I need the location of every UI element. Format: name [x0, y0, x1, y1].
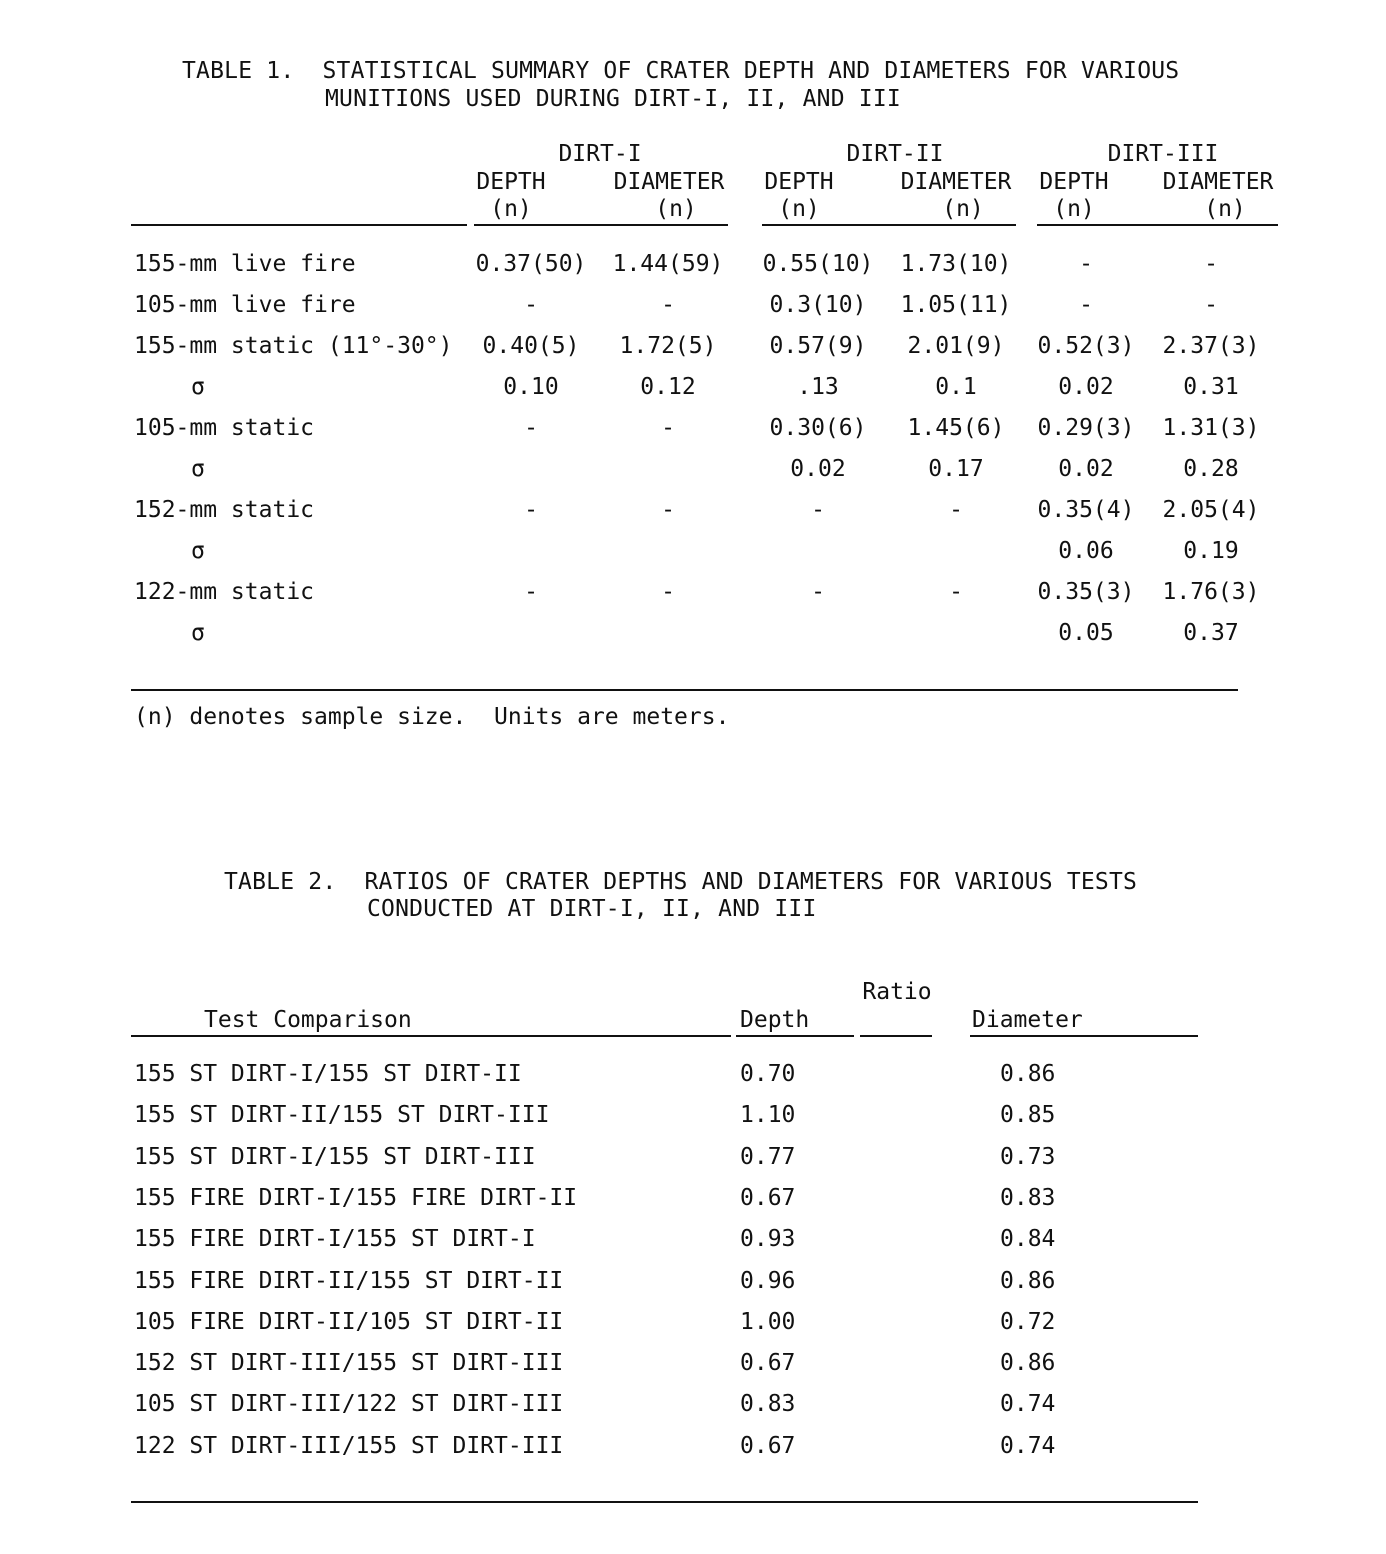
munition-label: 155-mm live fire	[134, 251, 356, 277]
table1-cell: 0.37(50)	[475, 251, 587, 277]
table1-cell: 1.31(3)	[1162, 415, 1260, 441]
table1-cell: -	[811, 579, 825, 605]
table1-bottom-rule	[131, 689, 1238, 691]
table1-cell: -	[949, 497, 963, 523]
table2-bottom-rule	[131, 1501, 1198, 1503]
table2-test-comparison: 155 ST DIRT-II/155 ST DIRT-III	[134, 1102, 550, 1128]
table1-cell: 1.44(59)	[612, 251, 724, 277]
table2-col-diameter: Diameter	[972, 1007, 1083, 1033]
table1-cell: 0.02	[1058, 374, 1114, 400]
table1-cell: 1.72(5)	[619, 333, 717, 359]
table1-subheader-top: DIAMETER	[1162, 169, 1274, 195]
table1-subheader-top: DEPTH	[476, 169, 546, 195]
table2-depth-ratio: 0.83	[740, 1391, 796, 1417]
table2-test-comparison: 155 FIRE DIRT-I/155 ST DIRT-I	[134, 1226, 536, 1252]
table1-cell: -	[661, 415, 675, 441]
table1-cell: 0.37	[1183, 620, 1239, 646]
table1-footnote: (n) denotes sample size. Units are meters.	[134, 704, 730, 730]
table1-title-line1: TABLE 1. STATISTICAL SUMMARY OF CRATER DEPTH AND DIAMETERS FOR VARIOUS	[182, 58, 1180, 84]
table1-subheader-bottom: (n)	[778, 196, 820, 222]
munition-label: 155-mm static (11°-30°)	[134, 333, 453, 359]
table2-diameter-ratio: 0.73	[1000, 1144, 1056, 1170]
munition-label: 122-mm static	[134, 579, 315, 605]
table2-test-comparison: 155 FIRE DIRT-I/155 FIRE DIRT-II	[134, 1185, 578, 1211]
table1-subheader-top: DEPTH	[764, 169, 834, 195]
table1-cell: -	[661, 292, 675, 318]
table1-cell: -	[1079, 292, 1093, 318]
sigma-label: σ	[191, 620, 205, 646]
table1-cell: -	[524, 579, 538, 605]
table2-test-comparison: 105 FIRE DIRT-II/105 ST DIRT-II	[134, 1309, 564, 1335]
table2-header-rule	[131, 1035, 731, 1037]
table1-cell: 0.28	[1183, 456, 1239, 482]
table2-title-line1: TABLE 2. RATIOS OF CRATER DEPTHS AND DIAMETERS FOR VARIOUS TESTS	[224, 869, 1138, 895]
table2-diameter-ratio: 0.74	[1000, 1433, 1056, 1459]
table1-header-rule	[762, 224, 1016, 226]
sigma-label: σ	[191, 456, 205, 482]
table2-depth-ratio: 1.00	[740, 1309, 796, 1335]
table2-header-rule	[970, 1035, 1198, 1037]
table2-col-test: Test Comparison	[204, 1007, 412, 1033]
table2-depth-ratio: 0.96	[740, 1268, 796, 1294]
table2-depth-ratio: 1.10	[740, 1102, 796, 1128]
table1-cell: 0.57(9)	[769, 333, 867, 359]
table2-col-depth: Depth	[740, 1007, 810, 1033]
table1-cell: 0.02	[1058, 456, 1114, 482]
table2-depth-ratio: 0.93	[740, 1226, 796, 1252]
table1-cell: 0.3(10)	[769, 292, 867, 318]
table1-cell: 2.05(4)	[1162, 497, 1260, 523]
table1-group-dirt-i: DIRT-I	[558, 141, 642, 167]
table2-diameter-ratio: 0.83	[1000, 1185, 1056, 1211]
table2-depth-ratio: 0.67	[740, 1433, 796, 1459]
table1-cell: 2.37(3)	[1162, 333, 1260, 359]
table1-cell: 0.35(4)	[1037, 497, 1135, 523]
table1-cell: -	[524, 292, 538, 318]
table2-diameter-ratio: 0.85	[1000, 1102, 1056, 1128]
table2-diameter-ratio: 0.84	[1000, 1226, 1056, 1252]
table1-cell: -	[524, 415, 538, 441]
table1-cell: -	[1204, 292, 1218, 318]
table2-depth-ratio: 0.77	[740, 1144, 796, 1170]
table1-subheader-bottom: (n)	[942, 196, 984, 222]
table1-cell: 0.30(6)	[769, 415, 867, 441]
table1-cell: 2.01(9)	[907, 333, 1005, 359]
table1-title-line2: MUNITIONS USED DURING DIRT-I, II, AND III	[325, 86, 901, 112]
table2-diameter-ratio: 0.86	[1000, 1061, 1056, 1087]
table1-cell: 0.55(10)	[762, 251, 874, 277]
table1-cell: 0.17	[928, 456, 984, 482]
table1-subheader-bottom: (n)	[1053, 196, 1095, 222]
table1-cell: 0.1	[935, 374, 977, 400]
table2-depth-ratio: 0.67	[740, 1350, 796, 1376]
table1-cell: 0.02	[790, 456, 846, 482]
table1-cell: -	[811, 497, 825, 523]
sigma-label: σ	[191, 374, 205, 400]
table1-subheader-top: DEPTH	[1039, 169, 1109, 195]
table1-cell: 0.29(3)	[1037, 415, 1135, 441]
table1-cell: -	[1204, 251, 1218, 277]
table2-test-comparison: 155 ST DIRT-I/155 ST DIRT-II	[134, 1061, 522, 1087]
table1-subheader-top: DIAMETER	[900, 169, 1012, 195]
table1-cell: 1.73(10)	[900, 251, 1012, 277]
table1-cell: -	[524, 497, 538, 523]
table1-cell: 0.35(3)	[1037, 579, 1135, 605]
table2-diameter-ratio: 0.72	[1000, 1309, 1056, 1335]
table2-diameter-ratio: 0.86	[1000, 1268, 1056, 1294]
table2-header-rule	[860, 1035, 932, 1037]
munition-label: 105-mm static	[134, 415, 315, 441]
table1-cell: .13	[797, 374, 839, 400]
table2-test-comparison: 152 ST DIRT-III/155 ST DIRT-III	[134, 1350, 564, 1376]
table1-cell: 0.12	[640, 374, 696, 400]
sigma-label: σ	[191, 538, 205, 564]
table2-test-comparison: 155 FIRE DIRT-II/155 ST DIRT-II	[134, 1268, 564, 1294]
table1-subheader-bottom: (n)	[490, 196, 532, 222]
munition-label: 105-mm live fire	[134, 292, 356, 318]
table2-header-rule	[736, 1035, 854, 1037]
table1-cell: 1.05(11)	[900, 292, 1012, 318]
table2-ratio-header: Ratio	[862, 979, 932, 1005]
table1-cell: -	[661, 497, 675, 523]
table1-cell: 0.52(3)	[1037, 333, 1135, 359]
table1-cell: 1.45(6)	[907, 415, 1005, 441]
table1-subheader-bottom: (n)	[1204, 196, 1246, 222]
table1-header-rule	[474, 224, 728, 226]
table2-depth-ratio: 0.67	[740, 1185, 796, 1211]
table1-cell: 0.40(5)	[482, 333, 580, 359]
table2-diameter-ratio: 0.86	[1000, 1350, 1056, 1376]
table1-group-dirt-ii: DIRT-II	[846, 141, 944, 167]
table1-cell: 0.05	[1058, 620, 1114, 646]
table1-cell: 1.76(3)	[1162, 579, 1260, 605]
table2-title-line2: CONDUCTED AT DIRT-I, II, AND III	[367, 896, 817, 922]
table2-test-comparison: 105 ST DIRT-III/122 ST DIRT-III	[134, 1391, 564, 1417]
table2-diameter-ratio: 0.74	[1000, 1391, 1056, 1417]
table1-header-rule	[1037, 224, 1278, 226]
table1-cell: -	[661, 579, 675, 605]
table1-cell: -	[949, 579, 963, 605]
table1-header-rule	[131, 224, 467, 226]
table1-cell: -	[1079, 251, 1093, 277]
table1-cell: 0.31	[1183, 374, 1239, 400]
table1-group-dirt-iii: DIRT-III	[1107, 141, 1219, 167]
table1-cell: 0.06	[1058, 538, 1114, 564]
munition-label: 152-mm static	[134, 497, 315, 523]
table2-test-comparison: 155 ST DIRT-I/155 ST DIRT-III	[134, 1144, 536, 1170]
table1-subheader-bottom: (n)	[655, 196, 697, 222]
table1-cell: 0.19	[1183, 538, 1239, 564]
table2-test-comparison: 122 ST DIRT-III/155 ST DIRT-III	[134, 1433, 564, 1459]
table1-subheader-top: DIAMETER	[613, 169, 725, 195]
table2-depth-ratio: 0.70	[740, 1061, 796, 1087]
table1-cell: 0.10	[503, 374, 559, 400]
